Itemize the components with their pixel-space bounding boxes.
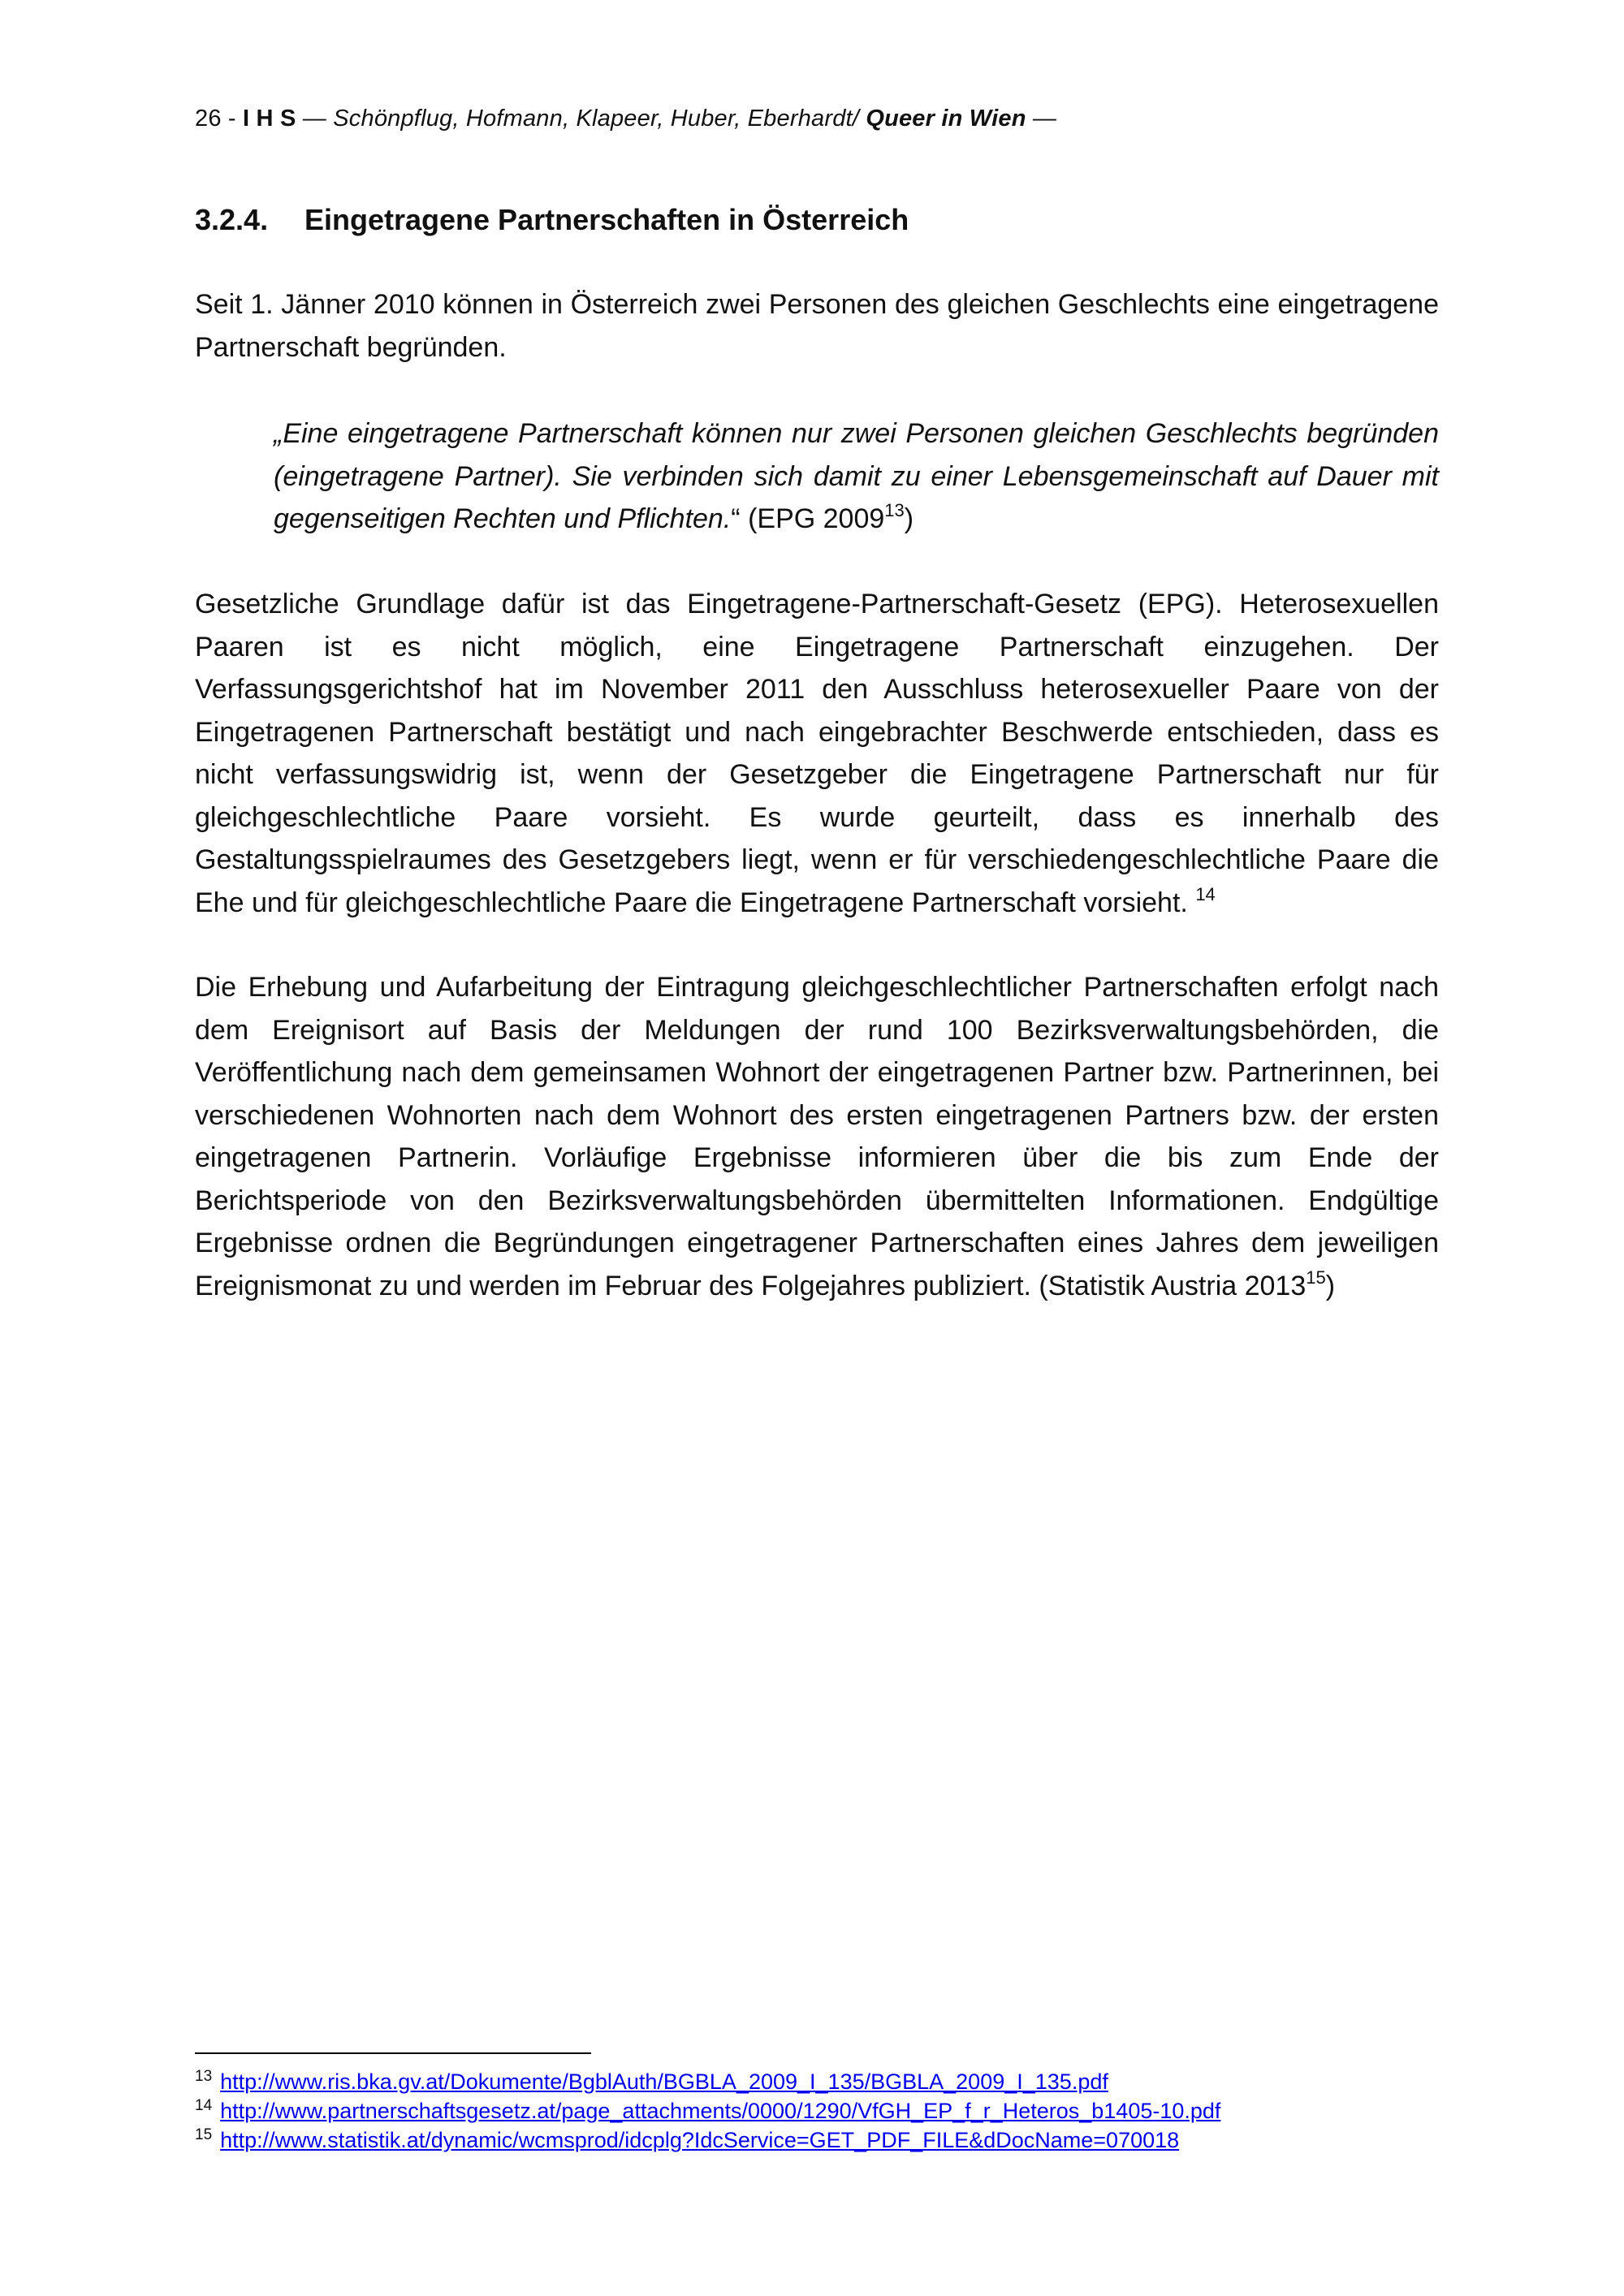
footnote-mark: 13 bbox=[195, 2068, 213, 2085]
footnote-divider bbox=[195, 2052, 591, 2054]
footnote-ref-13[interactable]: 13 bbox=[884, 500, 905, 520]
footnote-link[interactable]: http://www.statistik.at/dynamic/wcmsprod/idcplg?IdcService=GET_PDF_FILE&dDocName=070018 bbox=[220, 2128, 1180, 2152]
institute-name: I H S bbox=[243, 106, 296, 132]
footnote-item bbox=[195, 2067, 1220, 2096]
footnote-item bbox=[195, 2126, 1220, 2155]
header-authors: Schönpflug, Hofmann, Klapeer, Huber, Eberhardt/ bbox=[333, 106, 860, 132]
footnotes bbox=[195, 2067, 1220, 2155]
header-title: Queer in Wien bbox=[866, 106, 1026, 132]
intro-paragraph: Seit 1. Jänner 2010 können in Österreich zwei Personen des gleichen Geschlechts eine eingetragene Partnerschaft begründen. bbox=[195, 289, 1439, 363]
quote-text: „Eine eingetragene Partnerschaft können nur zwei Personen gleichen Geschlechts begründen (eingetragene Partner). Sie verbinden sich damit zu einer Lebensgemeinschaft auf Dauer mit gegenseitigen Rechten und Pflichten. bbox=[274, 418, 1439, 534]
paragraph-text: Gesetzliche Grundlage dafür ist das Eingetragene-Partnerschaft-Gesetz (EPG). Heterosexuellen Paaren ist es nicht möglich, eine Eingetragene Partnerschaft einzugehen. Der Verfassungsgerichtshof hat im November 2011 den Ausschluss heterosexueller Paare von der Eingetragenen Partnerschaft bestätigt und nach eingebrachter Beschwerde entschieden, dass es nicht verfassungswidrig ist, wenn der Gesetzgeber die Eingetragene Partnerschaft nur für gleichgeschlechtliche Paare vorsieht. Es wurde geurteilt, dass es innerhalb des Gestaltungsspielraumes des Gesetzgebers liegt, wenn er für verschiedengeschlechtliche Paare die Ehe und für gleichgeschlechtliche Paare die Eingetragene Partnerschaft vorsieht. bbox=[195, 589, 1439, 918]
section-title: Eingetragene Partnerschaften in Österreich bbox=[304, 203, 909, 236]
quote-citation-end: ) bbox=[904, 503, 914, 534]
section-heading bbox=[195, 203, 909, 237]
paragraph-end: ) bbox=[1325, 1270, 1336, 1301]
footnote-link[interactable]: http://www.partnerschaftsgesetz.at/page_attachments/0000/1290/VfGH_EP_f_r_Heteros_b1405-10.pdf bbox=[220, 2099, 1221, 2123]
footnote-ref-14[interactable]: 14 bbox=[1195, 883, 1216, 904]
paragraph-text: Die Erhebung und Aufarbeitung der Eintragung gleichgeschlechtlicher Partnerschaften erfolgt nach dem Ereignisort auf Basis der Meldungen der rund 100 Bezirksverwaltungsbehörden, die Veröffentlichung nach dem gemeinsamen Wohnort der eingetragenen Partner bzw. Partnerinnen, bei verschiedenen Wohnorten nach dem Wohnort des ersten eingetragenen Partners bzw. der ersten eingetragenen Partnerin. Vorläufige Ergebnisse informieren über die bis zum Ende der Berichtsperiode von den Bezirksverwaltungsbehörden übermittelten Informationen. Endgültige Ergebnisse ordnen die Begründungen eingetragener Partnerschaften eines Jahres dem jeweiligen Ereignismonat zu und werden im Februar des Folgejahres publiziert. (Statistik Austria 2013 bbox=[195, 972, 1439, 1301]
footnote-ref-15[interactable]: 15 bbox=[1306, 1267, 1326, 1288]
page-header bbox=[195, 106, 1056, 132]
header-dash: — bbox=[302, 106, 326, 132]
footnote-mark: 14 bbox=[195, 2097, 213, 2114]
footnote-mark: 15 bbox=[195, 2126, 213, 2143]
section-number: 3.2.4. bbox=[195, 203, 269, 236]
page-number: 26 - bbox=[195, 106, 236, 132]
paragraph-legal-basis bbox=[195, 583, 1439, 924]
footnote-link[interactable]: http://www.ris.bka.gv.at/Dokumente/BgblAuth/BGBLA_2009_I_135/BGBLA_2009_I_135.pdf bbox=[220, 2069, 1108, 2094]
block-quote bbox=[274, 412, 1439, 541]
footnote-item bbox=[195, 2096, 1220, 2126]
paragraph-statistics bbox=[195, 966, 1439, 1307]
quote-citation: “ (EPG 2009 bbox=[731, 503, 885, 534]
header-dash-end: — bbox=[1032, 106, 1057, 132]
